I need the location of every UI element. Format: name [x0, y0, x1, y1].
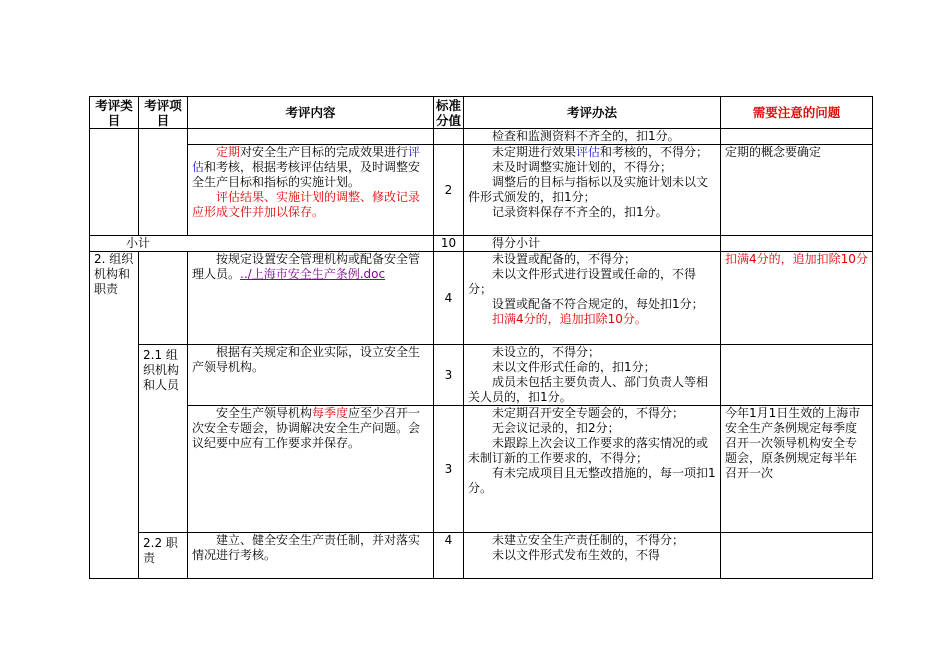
header-notes: 需要注意的问题	[721, 97, 873, 129]
method-line: 未以文件形式任命的，扣1分；	[492, 360, 656, 374]
content-highlight: 每季度	[312, 406, 349, 420]
header-row	[90, 97, 873, 129]
method-line: 有未完成项目且无整改措施的，每一项扣1分。	[468, 466, 716, 495]
item-cell	[139, 252, 188, 345]
score-cell: 2	[434, 145, 464, 236]
score-cell: 4	[434, 533, 464, 579]
table-row	[90, 345, 873, 406]
method-line: 未跟踪上次会议工作要求的落实情况的或未制订新的工作要求的，不得分；	[468, 436, 709, 465]
table-row	[90, 406, 873, 533]
note-cell	[721, 236, 873, 252]
score-cell: 3	[434, 406, 464, 533]
category-cell: 2. 组织机构和职责	[90, 252, 139, 579]
item-cell: 2.1 组织机构和人员	[139, 345, 188, 533]
header-score: 标准分值	[434, 97, 464, 129]
method-line: 调整后的目标与指标以及实施计划未以文件形式颁发的，扣1分；	[468, 175, 709, 204]
content-cell	[188, 345, 434, 406]
method-line: 未以文件形式进行设置或任命的，不得分；	[468, 267, 697, 296]
method-cell	[464, 345, 721, 406]
method-cell	[464, 252, 721, 345]
method-line: 成员未包括主要负责人、部门负责人等相关人员的，扣1分。	[468, 375, 709, 404]
method-cell	[464, 533, 721, 579]
subtotal-method: 得分小计	[464, 236, 721, 252]
item-cell: 2.2 职责	[139, 533, 188, 579]
header-item: 考评项目	[139, 97, 188, 129]
header-category: 考评类目	[90, 97, 139, 129]
header-method: 考评办法	[464, 97, 721, 129]
table-row	[90, 533, 873, 579]
method-line-highlight: 扣满4分的，追加扣除10分。	[492, 312, 647, 326]
note-cell: 扣满4分的，追加扣除10分	[721, 252, 873, 345]
method-line: 设置或配备不符合规定的，每处扣1分；	[492, 297, 704, 311]
content-highlight: 定期	[216, 145, 241, 159]
content-cell	[188, 252, 434, 345]
score-cell: 3	[434, 345, 464, 406]
method-line: 未设立的，不得分；	[492, 345, 601, 359]
method-cell	[464, 406, 721, 533]
content-cell	[188, 129, 434, 145]
method-line: 记录资料保存不齐全的，扣1分。	[492, 205, 668, 219]
content-cell	[188, 533, 434, 579]
table-row	[90, 129, 873, 145]
evaluation-table	[89, 96, 873, 579]
score-cell	[434, 129, 464, 145]
content-text: 按规定设置安全管理机构或配备安全管理人员。	[192, 252, 421, 281]
method-text: 和考核的，不得分；	[600, 145, 709, 159]
content-extra: 评估结果、实施计划的调整、修改记录应形成文件并加以保存。	[192, 190, 421, 219]
header-content: 考评内容	[188, 97, 434, 129]
subtotal-row	[90, 236, 873, 252]
table-row	[90, 145, 873, 236]
score-cell: 4	[434, 252, 464, 345]
note-cell	[721, 345, 873, 406]
table-row	[90, 252, 873, 345]
content-text: 和考核，根据考核评估结果，及时调整安全生产目标和指标的实施计划。	[192, 160, 421, 189]
content-text: 应至少召开一次安全专题会，协调解决安全生产问题。会议纪要中应有工作要求并保存。	[192, 406, 421, 450]
content-highlight-blue: 评估	[192, 145, 421, 174]
method-cell	[464, 145, 721, 236]
method-text: 未定期进行效果	[492, 145, 577, 159]
note-cell: 定期的概念要确定	[721, 145, 873, 236]
content-cell	[188, 406, 434, 533]
method-line: 无会议记录的，扣2分；	[492, 421, 620, 435]
content-text: 对安全生产目标的完成效果进行	[240, 145, 409, 159]
item-cell	[139, 129, 188, 236]
content-text: 建立、健全安全生产责任制，并对落实情况进行考核。	[192, 533, 421, 562]
content-text: 安全生产领导机构	[216, 406, 313, 420]
method-line: 未建立安全生产责任制的，不得分；	[492, 533, 685, 547]
note-cell	[721, 129, 873, 145]
method-line: 未设置或配备的，不得分；	[492, 252, 637, 266]
regulation-link[interactable]: ../上海市安全生产条例.doc	[240, 267, 386, 281]
category-cell	[90, 129, 139, 236]
content-text: 根据有关规定和企业实际，设立安全生产领导机构。	[192, 345, 421, 374]
subtotal-score: 10	[434, 236, 464, 252]
method-line: 未定期召开安全专题会的，不得分；	[492, 406, 685, 420]
subtotal-label: 小计	[90, 236, 434, 252]
note-cell	[721, 533, 873, 579]
method-highlight-blue: 评估	[576, 145, 601, 159]
method-line: 未及时调整实施计划的，不得分；	[492, 160, 673, 174]
method-cell: 检查和监测资料不齐全的，扣1分。	[464, 129, 721, 145]
content-cell	[188, 145, 434, 236]
note-cell: 今年1月1日生效的上海市安全生产条例规定每季度召开一次领导机构安全专题会，原条例规定每半年召开一次	[721, 406, 873, 533]
method-line: 未以文件形式发布生效的，不得	[492, 548, 661, 562]
